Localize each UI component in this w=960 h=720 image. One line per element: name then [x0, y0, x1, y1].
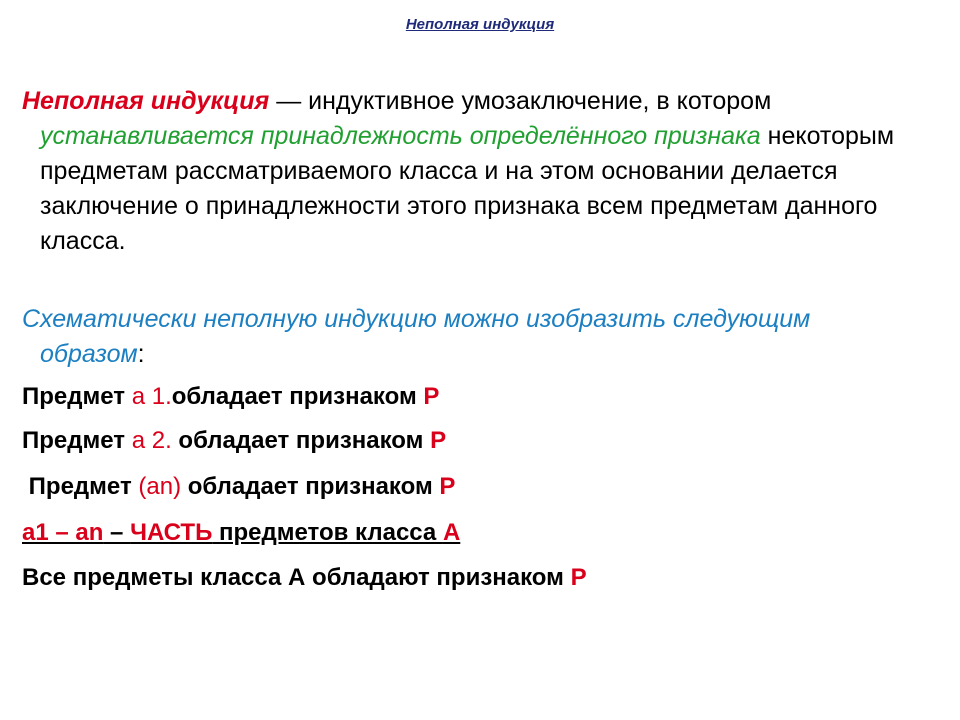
premise-n — [22, 472, 455, 502]
premise-subject: а 2. — [131, 427, 172, 454]
schema-paragraph — [22, 302, 920, 372]
part-word: ЧАСТЬ — [130, 519, 213, 546]
premise-2 — [22, 426, 446, 456]
definition-paragraph — [22, 84, 920, 259]
conclusion-property: Р — [570, 564, 587, 591]
schema-text: Схематически неполную индукцию можно изобразить следующим образом — [22, 305, 811, 368]
definition-text-1: — индуктивное умозаключение, в котором — [269, 87, 772, 115]
definition-term: Неполная индукция — [22, 87, 270, 115]
premise-subject: а 1. — [131, 383, 172, 410]
part-dash: – — [103, 519, 131, 546]
part-class: А — [442, 519, 461, 546]
premise-prefix: Предмет — [22, 427, 132, 454]
premise-prefix: Предмет — [22, 473, 139, 500]
premise-1 — [22, 382, 439, 412]
definition-highlight: устанавливается принадлежность определённого признака — [40, 122, 761, 150]
part-statement — [22, 518, 460, 548]
premise-middle: обладает признаком — [171, 383, 424, 410]
premise-middle: обладает признаком — [171, 427, 431, 454]
premise-property: Р — [439, 473, 456, 500]
premise-property: Р — [423, 383, 440, 410]
premise-property: Р — [430, 427, 447, 454]
slide-title: Неполная индукция — [405, 16, 555, 33]
part-rest: предметов класса — [212, 519, 443, 546]
premise-prefix: Предмет — [22, 383, 132, 410]
conclusion-text: Все предметы класса А обладают признаком — [22, 564, 571, 591]
schema-colon: : — [137, 340, 145, 368]
part-range: а1 – аn — [22, 519, 104, 546]
conclusion — [22, 563, 587, 593]
definition-text-2: некоторым предметам рассматриваемого класса и на этом основании делается заключение о принадлежности этого признака всем предметам данного класса. — [40, 122, 895, 255]
premise-subject: (аn) — [138, 473, 182, 500]
premise-middle: обладает признаком — [181, 473, 440, 500]
